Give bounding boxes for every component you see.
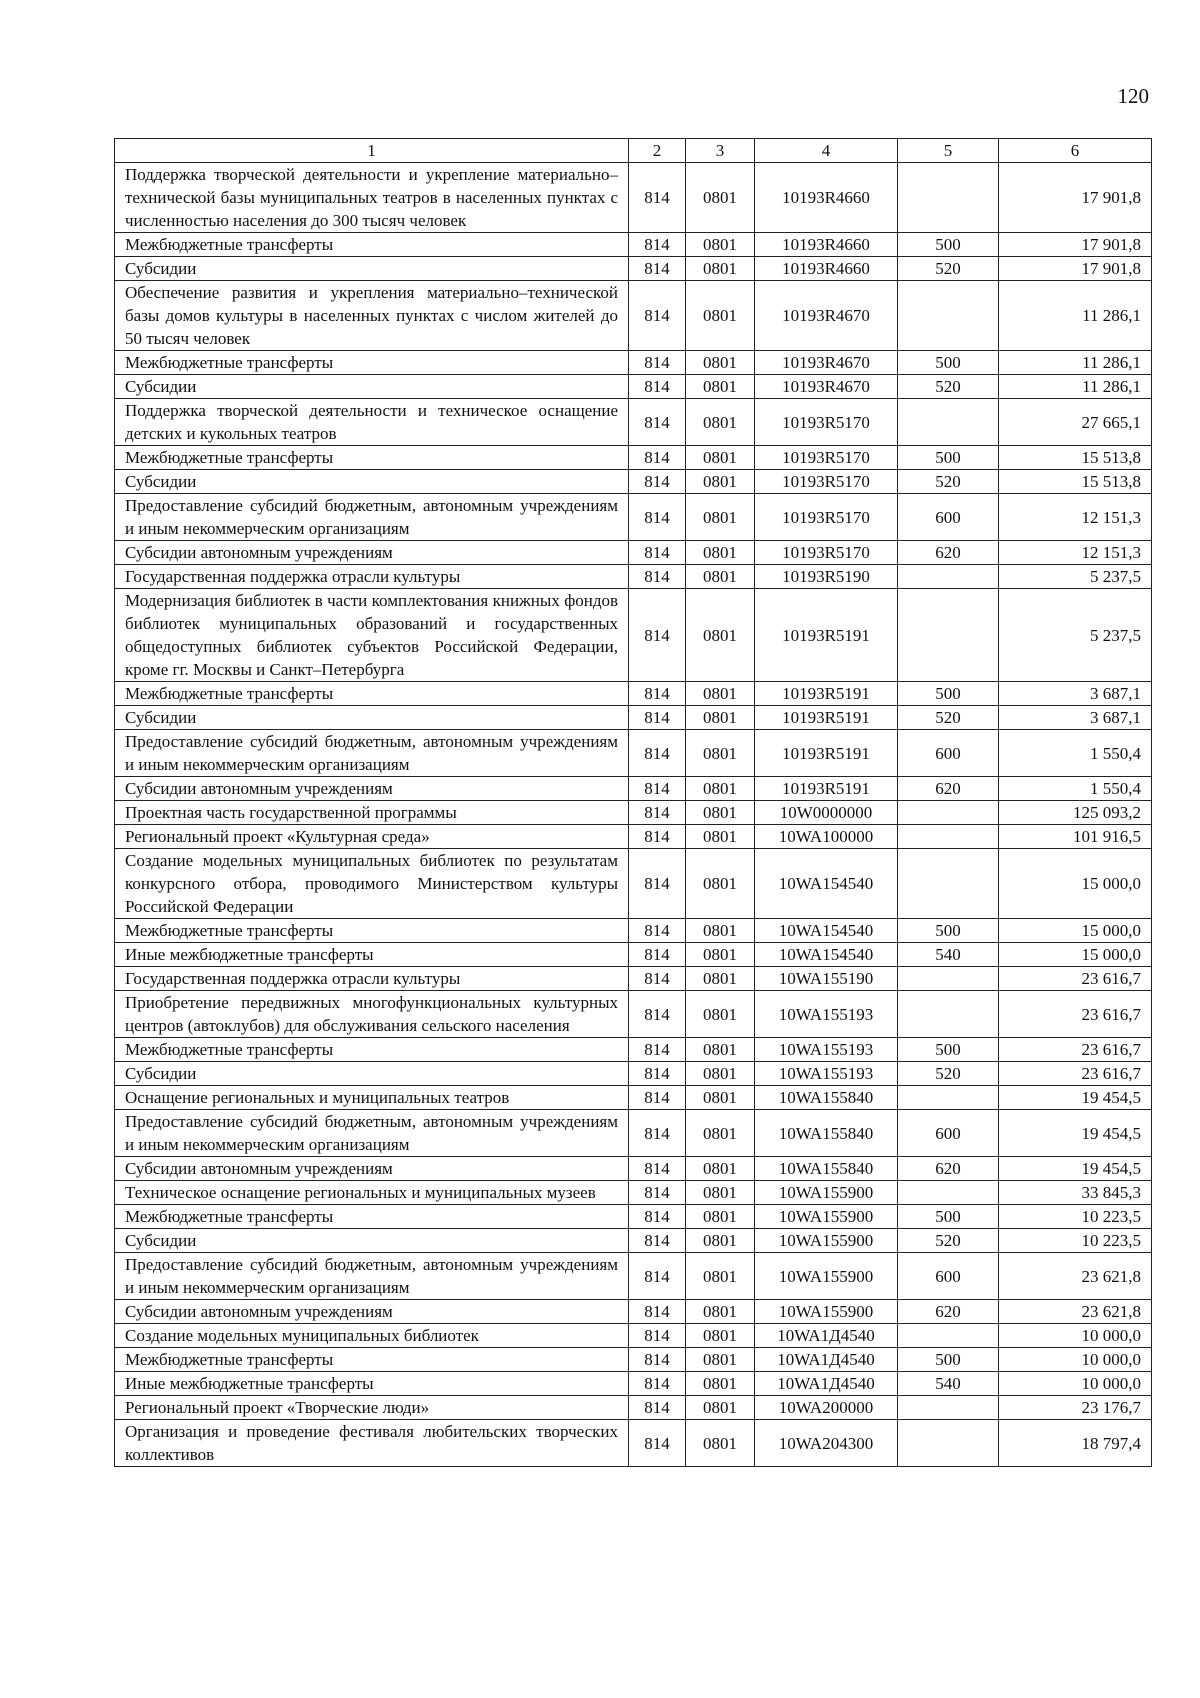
row-vr-cell bbox=[898, 967, 999, 991]
row-name-cell: Региональный проект «Культурная среда» bbox=[115, 825, 629, 849]
row-sum-cell: 17 901,8 bbox=[999, 163, 1152, 233]
table-header-row bbox=[115, 139, 1152, 163]
row-name-cell: Предоставление субсидий бюджетным, автономным учреждениям и иным некоммерческим организациям bbox=[115, 730, 629, 777]
row-code-cell: 10WA155193 bbox=[755, 1062, 898, 1086]
row-sum-cell: 17 901,8 bbox=[999, 233, 1152, 257]
row-name-cell: Субсидии bbox=[115, 1062, 629, 1086]
row-code-cell: 10WA155900 bbox=[755, 1181, 898, 1205]
table-row bbox=[115, 233, 1152, 257]
row-vr-cell bbox=[898, 1420, 999, 1467]
row-gr-cell: 814 bbox=[629, 375, 686, 399]
row-section-cell: 0801 bbox=[686, 1062, 755, 1086]
table-row bbox=[115, 919, 1152, 943]
header-cell: 2 bbox=[629, 139, 686, 163]
row-sum-cell: 15 000,0 bbox=[999, 943, 1152, 967]
row-name-cell: Приобретение передвижных многофункциональных культурных центров (автоклубов) для обслуживания сельского населения bbox=[115, 991, 629, 1038]
row-sum-cell: 23 176,7 bbox=[999, 1396, 1152, 1420]
row-sum-cell: 23 621,8 bbox=[999, 1253, 1152, 1300]
row-code-cell: 10193R5191 bbox=[755, 730, 898, 777]
row-sum-cell: 1 550,4 bbox=[999, 730, 1152, 777]
row-code-cell: 10193R5170 bbox=[755, 494, 898, 541]
table-row bbox=[115, 943, 1152, 967]
row-section-cell: 0801 bbox=[686, 589, 755, 682]
row-sum-cell: 33 845,3 bbox=[999, 1181, 1152, 1205]
row-gr-cell: 814 bbox=[629, 1110, 686, 1157]
row-sum-cell: 23 616,7 bbox=[999, 991, 1152, 1038]
row-sum-cell: 3 687,1 bbox=[999, 682, 1152, 706]
row-name-cell: Проектная часть государственной программы bbox=[115, 801, 629, 825]
row-gr-cell: 814 bbox=[629, 1324, 686, 1348]
row-gr-cell: 814 bbox=[629, 1229, 686, 1253]
table-row bbox=[115, 801, 1152, 825]
row-name-cell: Межбюджетные трансферты bbox=[115, 1205, 629, 1229]
row-name-cell: Субсидии автономным учреждениям bbox=[115, 541, 629, 565]
row-gr-cell: 814 bbox=[629, 233, 686, 257]
row-name-cell: Иные межбюджетные трансферты bbox=[115, 1372, 629, 1396]
row-section-cell: 0801 bbox=[686, 777, 755, 801]
row-section-cell: 0801 bbox=[686, 1253, 755, 1300]
row-code-cell: 10193R5191 bbox=[755, 682, 898, 706]
table-row bbox=[115, 849, 1152, 919]
row-name-cell: Субсидии bbox=[115, 257, 629, 281]
row-vr-cell: 600 bbox=[898, 1110, 999, 1157]
row-vr-cell: 600 bbox=[898, 494, 999, 541]
row-sum-cell: 11 286,1 bbox=[999, 281, 1152, 351]
row-gr-cell: 814 bbox=[629, 1253, 686, 1300]
row-sum-cell: 12 151,3 bbox=[999, 541, 1152, 565]
table-row bbox=[115, 1396, 1152, 1420]
row-gr-cell: 814 bbox=[629, 281, 686, 351]
table-row bbox=[115, 589, 1152, 682]
row-gr-cell: 814 bbox=[629, 541, 686, 565]
row-gr-cell: 814 bbox=[629, 470, 686, 494]
row-vr-cell bbox=[898, 1181, 999, 1205]
row-gr-cell: 814 bbox=[629, 777, 686, 801]
row-code-cell: 10193R5170 bbox=[755, 399, 898, 446]
table-row bbox=[115, 446, 1152, 470]
row-name-cell: Создание модельных муниципальных библиотек по результатам конкурсного отбора, проводимого Министерством культуры Российской Федерации bbox=[115, 849, 629, 919]
row-vr-cell bbox=[898, 801, 999, 825]
row-name-cell: Межбюджетные трансферты bbox=[115, 682, 629, 706]
row-gr-cell: 814 bbox=[629, 1205, 686, 1229]
row-name-cell: Поддержка творческой деятельности и укрепление материально–технической базы муниципальных театров в населенных пунктах с численностью населения до 300 тысяч человек bbox=[115, 163, 629, 233]
table-row bbox=[115, 1372, 1152, 1396]
row-section-cell: 0801 bbox=[686, 1348, 755, 1372]
row-name-cell: Модернизация библиотек в части комплектования книжных фондов библиотек муниципальных образований и государственных общедоступных библиотек субъектов Российской Федерации, кроме гг. Москвы и Санкт–Петербурга bbox=[115, 589, 629, 682]
row-code-cell: 10193R5170 bbox=[755, 446, 898, 470]
row-sum-cell: 15 000,0 bbox=[999, 919, 1152, 943]
row-vr-cell: 540 bbox=[898, 1372, 999, 1396]
row-name-cell: Иные межбюджетные трансферты bbox=[115, 943, 629, 967]
row-sum-cell: 10 000,0 bbox=[999, 1372, 1152, 1396]
row-section-cell: 0801 bbox=[686, 233, 755, 257]
row-gr-cell: 814 bbox=[629, 1396, 686, 1420]
row-code-cell: 10WA1Д4540 bbox=[755, 1324, 898, 1348]
row-gr-cell: 814 bbox=[629, 1038, 686, 1062]
row-vr-cell: 520 bbox=[898, 375, 999, 399]
row-sum-cell: 23 616,7 bbox=[999, 1062, 1152, 1086]
row-section-cell: 0801 bbox=[686, 446, 755, 470]
row-vr-cell: 520 bbox=[898, 1229, 999, 1253]
row-sum-cell: 10 223,5 bbox=[999, 1205, 1152, 1229]
row-section-cell: 0801 bbox=[686, 849, 755, 919]
table-row bbox=[115, 1038, 1152, 1062]
row-vr-cell: 620 bbox=[898, 1300, 999, 1324]
table-row bbox=[115, 470, 1152, 494]
row-vr-cell bbox=[898, 399, 999, 446]
row-gr-cell: 814 bbox=[629, 682, 686, 706]
row-name-cell: Региональный проект «Творческие люди» bbox=[115, 1396, 629, 1420]
table-row bbox=[115, 777, 1152, 801]
row-sum-cell: 125 093,2 bbox=[999, 801, 1152, 825]
row-gr-cell: 814 bbox=[629, 706, 686, 730]
table-row bbox=[115, 375, 1152, 399]
row-gr-cell: 814 bbox=[629, 1157, 686, 1181]
row-section-cell: 0801 bbox=[686, 991, 755, 1038]
row-vr-cell: 500 bbox=[898, 1205, 999, 1229]
row-code-cell: 10WA154540 bbox=[755, 919, 898, 943]
table-row bbox=[115, 706, 1152, 730]
row-code-cell: 10193R5191 bbox=[755, 589, 898, 682]
row-name-cell: Государственная поддержка отрасли культуры bbox=[115, 565, 629, 589]
row-name-cell: Предоставление субсидий бюджетным, автономным учреждениям и иным некоммерческим организациям bbox=[115, 1110, 629, 1157]
table-row bbox=[115, 1181, 1152, 1205]
row-name-cell: Межбюджетные трансферты bbox=[115, 446, 629, 470]
table-row bbox=[115, 1062, 1152, 1086]
row-name-cell: Оснащение региональных и муниципальных театров bbox=[115, 1086, 629, 1110]
row-sum-cell: 27 665,1 bbox=[999, 399, 1152, 446]
row-gr-cell: 814 bbox=[629, 1348, 686, 1372]
row-sum-cell: 15 513,8 bbox=[999, 446, 1152, 470]
row-name-cell: Субсидии автономным учреждениям bbox=[115, 777, 629, 801]
row-gr-cell: 814 bbox=[629, 351, 686, 375]
row-section-cell: 0801 bbox=[686, 825, 755, 849]
row-name-cell: Межбюджетные трансферты bbox=[115, 233, 629, 257]
table-row bbox=[115, 1300, 1152, 1324]
row-name-cell: Государственная поддержка отрасли культуры bbox=[115, 967, 629, 991]
row-section-cell: 0801 bbox=[686, 351, 755, 375]
table-row bbox=[115, 1157, 1152, 1181]
row-gr-cell: 814 bbox=[629, 991, 686, 1038]
table-row bbox=[115, 1253, 1152, 1300]
row-section-cell: 0801 bbox=[686, 1157, 755, 1181]
row-section-cell: 0801 bbox=[686, 281, 755, 351]
row-name-cell: Обеспечение развития и укрепления материально–технической базы домов культуры в населенных пунктах с числом жителей до 50 тысяч человек bbox=[115, 281, 629, 351]
row-section-cell: 0801 bbox=[686, 706, 755, 730]
row-section-cell: 0801 bbox=[686, 163, 755, 233]
row-sum-cell: 5 237,5 bbox=[999, 565, 1152, 589]
row-vr-cell bbox=[898, 565, 999, 589]
header-cell: 5 bbox=[898, 139, 999, 163]
row-gr-cell: 814 bbox=[629, 257, 686, 281]
row-section-cell: 0801 bbox=[686, 943, 755, 967]
row-sum-cell: 18 797,4 bbox=[999, 1420, 1152, 1467]
row-section-cell: 0801 bbox=[686, 375, 755, 399]
row-code-cell: 10WA155900 bbox=[755, 1300, 898, 1324]
row-code-cell: 10193R4660 bbox=[755, 257, 898, 281]
row-gr-cell: 814 bbox=[629, 1420, 686, 1467]
budget-table bbox=[114, 138, 1152, 1467]
row-sum-cell: 19 454,5 bbox=[999, 1086, 1152, 1110]
table-row bbox=[115, 825, 1152, 849]
row-gr-cell: 814 bbox=[629, 730, 686, 777]
row-section-cell: 0801 bbox=[686, 1396, 755, 1420]
row-section-cell: 0801 bbox=[686, 1181, 755, 1205]
row-code-cell: 10WA154540 bbox=[755, 943, 898, 967]
table-row bbox=[115, 494, 1152, 541]
row-name-cell: Субсидии автономным учреждениям bbox=[115, 1157, 629, 1181]
table-row bbox=[115, 991, 1152, 1038]
row-section-cell: 0801 bbox=[686, 1372, 755, 1396]
row-code-cell: 10WA155190 bbox=[755, 967, 898, 991]
header-cell: 6 bbox=[999, 139, 1152, 163]
row-code-cell: 10WA100000 bbox=[755, 825, 898, 849]
row-code-cell: 10193R4660 bbox=[755, 163, 898, 233]
row-name-cell: Субсидии bbox=[115, 706, 629, 730]
row-name-cell: Субсидии bbox=[115, 375, 629, 399]
row-code-cell: 10193R5191 bbox=[755, 777, 898, 801]
row-vr-cell: 620 bbox=[898, 541, 999, 565]
row-vr-cell: 620 bbox=[898, 777, 999, 801]
row-gr-cell: 814 bbox=[629, 163, 686, 233]
row-vr-cell: 500 bbox=[898, 446, 999, 470]
row-name-cell: Создание модельных муниципальных библиотек bbox=[115, 1324, 629, 1348]
row-gr-cell: 814 bbox=[629, 1086, 686, 1110]
row-name-cell: Межбюджетные трансферты bbox=[115, 919, 629, 943]
row-section-cell: 0801 bbox=[686, 1038, 755, 1062]
row-vr-cell: 600 bbox=[898, 1253, 999, 1300]
row-code-cell: 10WA200000 bbox=[755, 1396, 898, 1420]
row-section-cell: 0801 bbox=[686, 967, 755, 991]
row-code-cell: 10193R4670 bbox=[755, 281, 898, 351]
row-vr-cell bbox=[898, 849, 999, 919]
row-sum-cell: 10 000,0 bbox=[999, 1324, 1152, 1348]
row-section-cell: 0801 bbox=[686, 730, 755, 777]
row-vr-cell: 520 bbox=[898, 257, 999, 281]
table-row bbox=[115, 351, 1152, 375]
row-section-cell: 0801 bbox=[686, 1086, 755, 1110]
row-vr-cell: 500 bbox=[898, 682, 999, 706]
row-vr-cell: 500 bbox=[898, 233, 999, 257]
row-section-cell: 0801 bbox=[686, 257, 755, 281]
row-sum-cell: 101 916,5 bbox=[999, 825, 1152, 849]
row-section-cell: 0801 bbox=[686, 494, 755, 541]
table-row bbox=[115, 541, 1152, 565]
header-cell: 1 bbox=[115, 139, 629, 163]
row-vr-cell: 500 bbox=[898, 1038, 999, 1062]
row-name-cell: Субсидии bbox=[115, 470, 629, 494]
row-gr-cell: 814 bbox=[629, 919, 686, 943]
row-section-cell: 0801 bbox=[686, 682, 755, 706]
row-gr-cell: 814 bbox=[629, 1181, 686, 1205]
row-code-cell: 10WA155840 bbox=[755, 1110, 898, 1157]
row-code-cell: 10WA155900 bbox=[755, 1229, 898, 1253]
row-gr-cell: 814 bbox=[629, 494, 686, 541]
row-sum-cell: 15 000,0 bbox=[999, 849, 1152, 919]
table-row bbox=[115, 1205, 1152, 1229]
table-row bbox=[115, 565, 1152, 589]
row-vr-cell: 540 bbox=[898, 943, 999, 967]
row-gr-cell: 814 bbox=[629, 825, 686, 849]
row-sum-cell: 23 616,7 bbox=[999, 967, 1152, 991]
row-sum-cell: 23 621,8 bbox=[999, 1300, 1152, 1324]
row-vr-cell bbox=[898, 589, 999, 682]
row-gr-cell: 814 bbox=[629, 446, 686, 470]
row-code-cell: 10WA155900 bbox=[755, 1253, 898, 1300]
row-gr-cell: 814 bbox=[629, 849, 686, 919]
row-code-cell: 10WA1Д4540 bbox=[755, 1348, 898, 1372]
row-vr-cell bbox=[898, 991, 999, 1038]
row-code-cell: 10WA155193 bbox=[755, 1038, 898, 1062]
row-vr-cell: 520 bbox=[898, 1062, 999, 1086]
row-sum-cell: 5 237,5 bbox=[999, 589, 1152, 682]
row-code-cell: 10WA154540 bbox=[755, 849, 898, 919]
row-section-cell: 0801 bbox=[686, 801, 755, 825]
table-row bbox=[115, 1348, 1152, 1372]
row-gr-cell: 814 bbox=[629, 589, 686, 682]
row-vr-cell: 520 bbox=[898, 470, 999, 494]
row-sum-cell: 11 286,1 bbox=[999, 351, 1152, 375]
table-row bbox=[115, 967, 1152, 991]
page-number: 120 bbox=[1117, 84, 1149, 108]
row-sum-cell: 12 151,3 bbox=[999, 494, 1152, 541]
row-name-cell: Организация и проведение фестиваля любительских творческих коллективов bbox=[115, 1420, 629, 1467]
row-gr-cell: 814 bbox=[629, 1062, 686, 1086]
row-gr-cell: 814 bbox=[629, 967, 686, 991]
row-code-cell: 10193R4670 bbox=[755, 375, 898, 399]
header-cell: 4 bbox=[755, 139, 898, 163]
table-row bbox=[115, 1420, 1152, 1467]
row-vr-cell: 500 bbox=[898, 1348, 999, 1372]
row-sum-cell: 10 000,0 bbox=[999, 1348, 1152, 1372]
row-code-cell: 10193R4660 bbox=[755, 233, 898, 257]
row-section-cell: 0801 bbox=[686, 1324, 755, 1348]
table-row bbox=[115, 682, 1152, 706]
table-row bbox=[115, 1324, 1152, 1348]
row-code-cell: 10W0000000 bbox=[755, 801, 898, 825]
row-sum-cell: 15 513,8 bbox=[999, 470, 1152, 494]
table-row bbox=[115, 1229, 1152, 1253]
row-code-cell: 10WA204300 bbox=[755, 1420, 898, 1467]
row-section-cell: 0801 bbox=[686, 541, 755, 565]
row-name-cell: Предоставление субсидий бюджетным, автономным учреждениям и иным некоммерческим организациям bbox=[115, 494, 629, 541]
row-sum-cell: 23 616,7 bbox=[999, 1038, 1152, 1062]
row-sum-cell: 3 687,1 bbox=[999, 706, 1152, 730]
row-vr-cell bbox=[898, 163, 999, 233]
row-gr-cell: 814 bbox=[629, 1300, 686, 1324]
table-row bbox=[115, 399, 1152, 446]
row-vr-cell: 520 bbox=[898, 706, 999, 730]
table-row bbox=[115, 1086, 1152, 1110]
row-vr-cell: 600 bbox=[898, 730, 999, 777]
row-section-cell: 0801 bbox=[686, 470, 755, 494]
row-sum-cell: 19 454,5 bbox=[999, 1157, 1152, 1181]
row-code-cell: 10193R5170 bbox=[755, 470, 898, 494]
row-name-cell: Предоставление субсидий бюджетным, автономным учреждениям и иным некоммерческим организациям bbox=[115, 1253, 629, 1300]
row-code-cell: 10WA155193 bbox=[755, 991, 898, 1038]
row-vr-cell bbox=[898, 1086, 999, 1110]
row-name-cell: Поддержка творческой деятельности и техническое оснащение детских и кукольных театров bbox=[115, 399, 629, 446]
row-gr-cell: 814 bbox=[629, 943, 686, 967]
row-section-cell: 0801 bbox=[686, 565, 755, 589]
row-name-cell: Субсидии автономным учреждениям bbox=[115, 1300, 629, 1324]
row-section-cell: 0801 bbox=[686, 1420, 755, 1467]
row-vr-cell bbox=[898, 1324, 999, 1348]
row-gr-cell: 814 bbox=[629, 565, 686, 589]
row-name-cell: Техническое оснащение региональных и муниципальных музеев bbox=[115, 1181, 629, 1205]
row-sum-cell: 10 223,5 bbox=[999, 1229, 1152, 1253]
row-code-cell: 10193R5170 bbox=[755, 541, 898, 565]
table-row bbox=[115, 730, 1152, 777]
row-sum-cell: 11 286,1 bbox=[999, 375, 1152, 399]
row-code-cell: 10193R4670 bbox=[755, 351, 898, 375]
row-code-cell: 10WA1Д4540 bbox=[755, 1372, 898, 1396]
row-section-cell: 0801 bbox=[686, 1205, 755, 1229]
row-code-cell: 10193R5190 bbox=[755, 565, 898, 589]
header-cell: 3 bbox=[686, 139, 755, 163]
table-row bbox=[115, 163, 1152, 233]
row-code-cell: 10193R5191 bbox=[755, 706, 898, 730]
row-section-cell: 0801 bbox=[686, 399, 755, 446]
row-vr-cell bbox=[898, 825, 999, 849]
row-section-cell: 0801 bbox=[686, 919, 755, 943]
row-sum-cell: 17 901,8 bbox=[999, 257, 1152, 281]
row-gr-cell: 814 bbox=[629, 1372, 686, 1396]
row-section-cell: 0801 bbox=[686, 1300, 755, 1324]
row-name-cell: Межбюджетные трансферты bbox=[115, 1348, 629, 1372]
row-gr-cell: 814 bbox=[629, 801, 686, 825]
row-code-cell: 10WA155900 bbox=[755, 1205, 898, 1229]
row-vr-cell bbox=[898, 281, 999, 351]
row-vr-cell: 500 bbox=[898, 351, 999, 375]
row-code-cell: 10WA155840 bbox=[755, 1086, 898, 1110]
table-row bbox=[115, 1110, 1152, 1157]
row-gr-cell: 814 bbox=[629, 399, 686, 446]
row-vr-cell: 500 bbox=[898, 919, 999, 943]
row-section-cell: 0801 bbox=[686, 1110, 755, 1157]
row-code-cell: 10WA155840 bbox=[755, 1157, 898, 1181]
row-sum-cell: 1 550,4 bbox=[999, 777, 1152, 801]
row-name-cell: Межбюджетные трансферты bbox=[115, 351, 629, 375]
row-vr-cell bbox=[898, 1396, 999, 1420]
row-sum-cell: 19 454,5 bbox=[999, 1110, 1152, 1157]
row-vr-cell: 620 bbox=[898, 1157, 999, 1181]
row-section-cell: 0801 bbox=[686, 1229, 755, 1253]
row-name-cell: Субсидии bbox=[115, 1229, 629, 1253]
table-row bbox=[115, 281, 1152, 351]
row-name-cell: Межбюджетные трансферты bbox=[115, 1038, 629, 1062]
table-row bbox=[115, 257, 1152, 281]
